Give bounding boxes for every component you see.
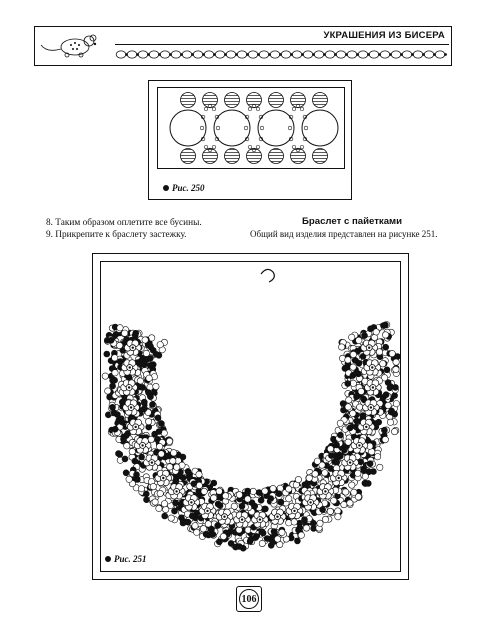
step-8: 8. Таким образом оплетите все бусины.	[46, 218, 202, 228]
bead-chain-icon	[115, 46, 449, 63]
beaded-mouse-icon	[37, 29, 113, 63]
steps-list	[46, 217, 202, 241]
step-9: 9. Прикрепите к браслету застежку.	[46, 230, 187, 240]
header-title-bar	[115, 29, 449, 45]
figure-251-caption: Рис. 251	[105, 554, 147, 564]
beaded-necklace-illustration	[100, 261, 401, 572]
section-title: Браслет с пайетками	[302, 216, 403, 227]
page-number: 106	[236, 586, 262, 612]
figure-250-caption: Рис. 250	[163, 183, 205, 193]
bead-weaving-diagram	[157, 87, 345, 169]
section-text: Общий вид изделия представлен на рисунке 251.	[250, 229, 438, 239]
figure-250	[148, 80, 352, 200]
running-title: УКРАШЕНИЯ ИЗ БИСЕРА	[323, 30, 445, 41]
figure-251	[92, 253, 409, 580]
page-header	[34, 26, 452, 66]
